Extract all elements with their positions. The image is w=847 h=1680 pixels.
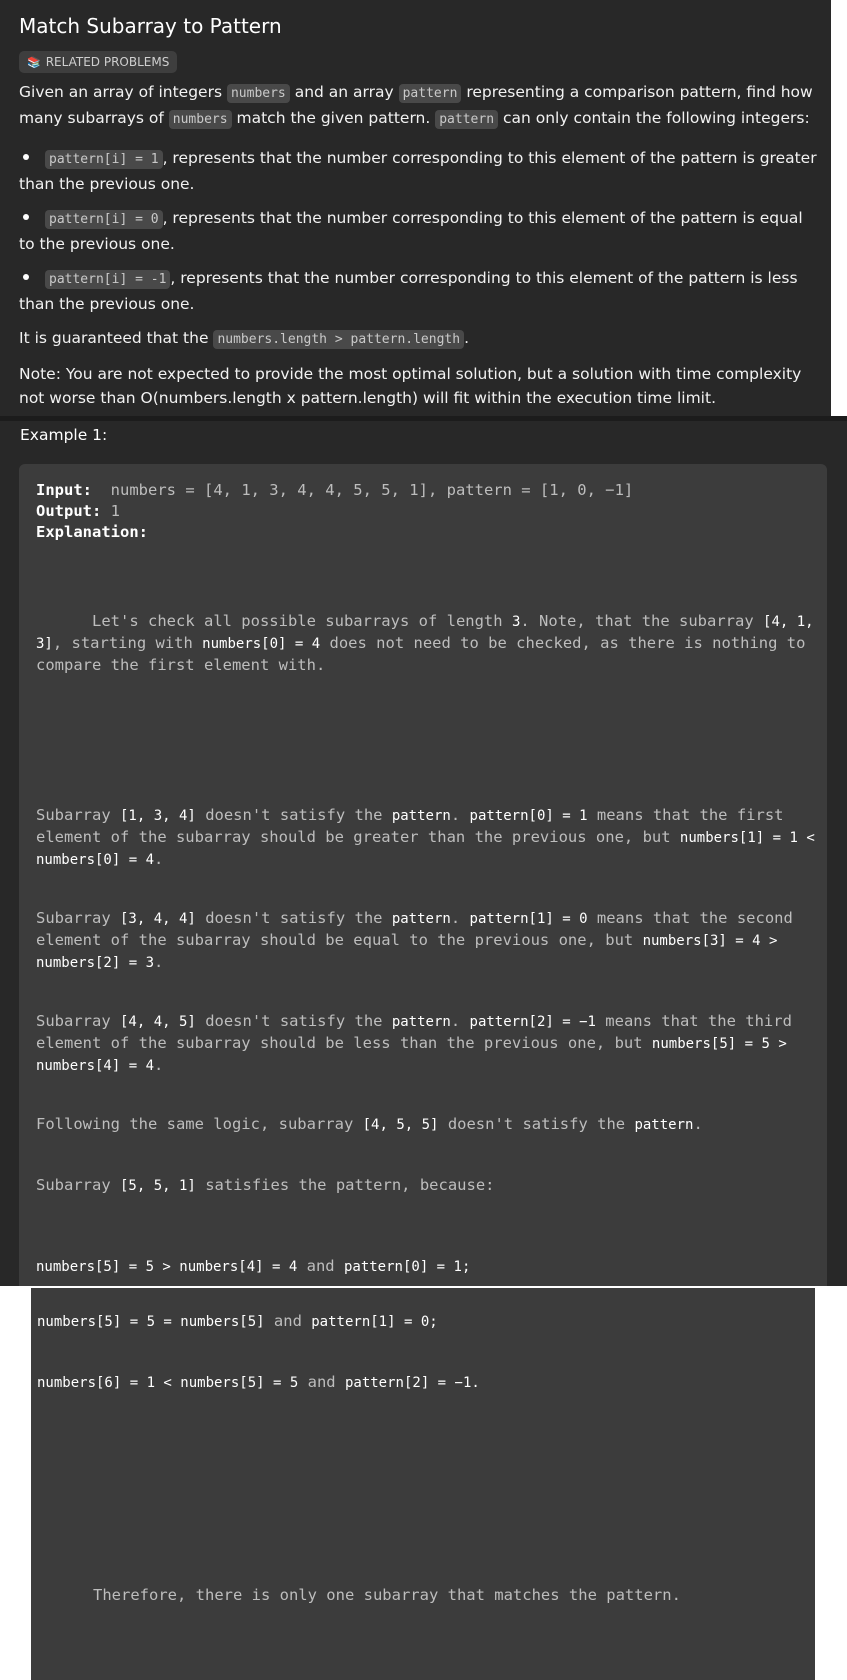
input-value: numbers = [4, 1, 3, 4, 4, 5, 5, 1], pattern = [1, 0, −1] bbox=[110, 481, 634, 499]
code: [4, 5, 5] bbox=[362, 1117, 439, 1133]
text: Subarray bbox=[36, 806, 120, 824]
code: numbers[5] = 5 > numbers[4] = 4 bbox=[36, 1036, 796, 1074]
code: ; bbox=[461, 1259, 471, 1275]
inline-code: numbers.length > pattern.length bbox=[213, 330, 464, 349]
text: , starting with bbox=[52, 634, 203, 652]
intro-text: can only contain the following integers: bbox=[498, 109, 810, 127]
text: Subarray bbox=[36, 1176, 120, 1194]
text: does not need to be checked, as there is nothing to compare the first element with. bbox=[36, 634, 815, 674]
text: means that the second element of the subarray should be equal to the previous one, but bbox=[36, 909, 803, 949]
guarantee-text-part: . bbox=[464, 329, 470, 347]
page-title: Match Subarray to Pattern bbox=[19, 14, 282, 38]
code: numbers[1] = 1 < numbers[0] = 4 bbox=[36, 830, 824, 868]
output-label: Output: bbox=[36, 502, 102, 520]
text: . bbox=[154, 953, 164, 971]
example-io bbox=[36, 480, 816, 543]
bullet-item bbox=[19, 206, 819, 256]
text: doesn't satisfy the bbox=[195, 806, 392, 824]
bullet-text: , represents that the number corresponding to this element of the pattern is less than the previous one. bbox=[19, 269, 798, 313]
related-problems-button[interactable] bbox=[19, 51, 177, 73]
explanation-label: Explanation: bbox=[36, 523, 148, 541]
guarantee-text bbox=[19, 326, 819, 352]
text: means that the first element of the subarray should be greater than the previous one, but bbox=[36, 806, 793, 846]
text: . bbox=[154, 1056, 164, 1074]
text: doesn't satisfy the bbox=[195, 909, 392, 927]
code: [1, 3, 4] bbox=[120, 808, 196, 824]
condition-line bbox=[37, 1311, 807, 1333]
subarray-check-3 bbox=[36, 1011, 816, 1077]
text: means that the third element of the subarray should be less than the previous one, but bbox=[36, 1012, 802, 1052]
code: pattern bbox=[391, 1014, 451, 1030]
code: [5, 5, 1] bbox=[120, 1178, 196, 1194]
text: . bbox=[693, 1115, 703, 1133]
explanation-intro bbox=[36, 611, 823, 676]
text: doesn't satisfy the bbox=[438, 1115, 635, 1133]
inline-code: pattern[i] = 0 bbox=[45, 210, 163, 229]
text: . Note, that the subarray bbox=[520, 612, 764, 630]
bullet-item bbox=[19, 266, 819, 316]
related-problems-label: RELATED PROBLEMS bbox=[45, 55, 170, 69]
text: and bbox=[264, 1312, 312, 1330]
code: ; bbox=[429, 1314, 438, 1330]
code: [4, 1, 3] bbox=[36, 614, 823, 652]
conclusion-text bbox=[37, 1585, 807, 1606]
code: . bbox=[471, 1375, 480, 1391]
code: pattern[1] = 0 bbox=[311, 1314, 430, 1330]
text: Following the same logic, subarray bbox=[36, 1115, 363, 1133]
code: pattern bbox=[634, 1117, 694, 1133]
inline-code: pattern bbox=[435, 110, 498, 129]
code: numbers[5] = 5 = numbers[5] bbox=[37, 1314, 265, 1330]
text: Subarray bbox=[36, 1012, 120, 1030]
bullet-dot bbox=[23, 214, 29, 220]
condition-line bbox=[36, 1256, 816, 1278]
condition-line bbox=[37, 1372, 807, 1394]
code: pattern bbox=[391, 808, 451, 824]
text: Let's check all possible subarrays of length bbox=[92, 612, 512, 630]
text: Subarray bbox=[36, 909, 120, 927]
inline-code: numbers bbox=[227, 84, 290, 103]
inline-code: numbers bbox=[169, 110, 232, 129]
text: . bbox=[450, 806, 470, 824]
code: [4, 4, 5] bbox=[120, 1014, 196, 1030]
text: . bbox=[450, 909, 470, 927]
code: numbers[6] = 1 < numbers[5] = 5 bbox=[37, 1375, 299, 1391]
inline-code: pattern[i] = -1 bbox=[45, 270, 170, 289]
subarray-check-1 bbox=[36, 805, 824, 871]
code: numbers[3] = 4 > numbers[2] = 3 bbox=[36, 933, 786, 971]
subarray-match bbox=[36, 1175, 816, 1197]
code: pattern bbox=[391, 911, 451, 927]
bullet-dot bbox=[23, 274, 29, 280]
code: pattern[1] = 0 bbox=[469, 911, 588, 927]
intro-text: match the given pattern. bbox=[231, 109, 436, 127]
bullet-text: , represents that the number corresponding to this element of the pattern is equal to the previous one. bbox=[19, 209, 803, 253]
bullet-text: , represents that the number corresponding to this element of the pattern is greater than the previous one. bbox=[19, 149, 817, 193]
input-label: Input: bbox=[36, 481, 92, 499]
inline-code: pattern bbox=[399, 84, 462, 103]
intro-text: and an array bbox=[289, 83, 399, 101]
text: satisfies the pattern, because: bbox=[195, 1176, 495, 1194]
text: and bbox=[298, 1373, 345, 1391]
code: numbers[0] = 4 bbox=[202, 636, 321, 652]
code: pattern[0] = 1 bbox=[469, 808, 588, 824]
code: pattern[0] = 1 bbox=[343, 1259, 462, 1275]
text: . bbox=[154, 850, 164, 868]
text: doesn't satisfy the bbox=[195, 1012, 392, 1030]
example-label: Example 1: bbox=[20, 426, 108, 444]
code: numbers[5] = 5 > numbers[4] = 4 bbox=[36, 1259, 298, 1275]
subarray-check-2 bbox=[36, 908, 816, 974]
output-value: 1 bbox=[110, 502, 121, 520]
code: [3, 4, 4] bbox=[120, 911, 196, 927]
intro-text: Given an array of integers bbox=[19, 83, 227, 101]
text: Therefore, there is only one subarray that matches the pattern. bbox=[93, 1586, 681, 1604]
guarantee-text-part: It is guaranteed that the bbox=[19, 329, 214, 347]
problem-intro bbox=[19, 80, 819, 132]
books-icon: 📚 bbox=[27, 55, 41, 69]
code: 3 bbox=[511, 614, 521, 630]
subarray-check-4 bbox=[36, 1114, 816, 1136]
code: pattern[2] = −1 bbox=[344, 1375, 472, 1391]
inline-code: pattern[i] = 1 bbox=[45, 150, 163, 169]
note-text: Note: You are not expected to provide the most optimal solution, but a solution with time complexity not worse than O(numbers.length x pattern.length) will fit within the execution time limit. bbox=[19, 365, 802, 407]
example-code-block-continued bbox=[31, 1288, 815, 1680]
text: and bbox=[297, 1257, 344, 1275]
example-code-block bbox=[19, 464, 827, 1286]
intro-text: representing a comparison pattern, find how many subarrays of bbox=[19, 83, 813, 127]
bullet-item bbox=[19, 146, 819, 196]
code: pattern[2] = −1 bbox=[469, 1014, 596, 1030]
bullet-dot bbox=[23, 154, 29, 160]
text: . bbox=[450, 1012, 470, 1030]
